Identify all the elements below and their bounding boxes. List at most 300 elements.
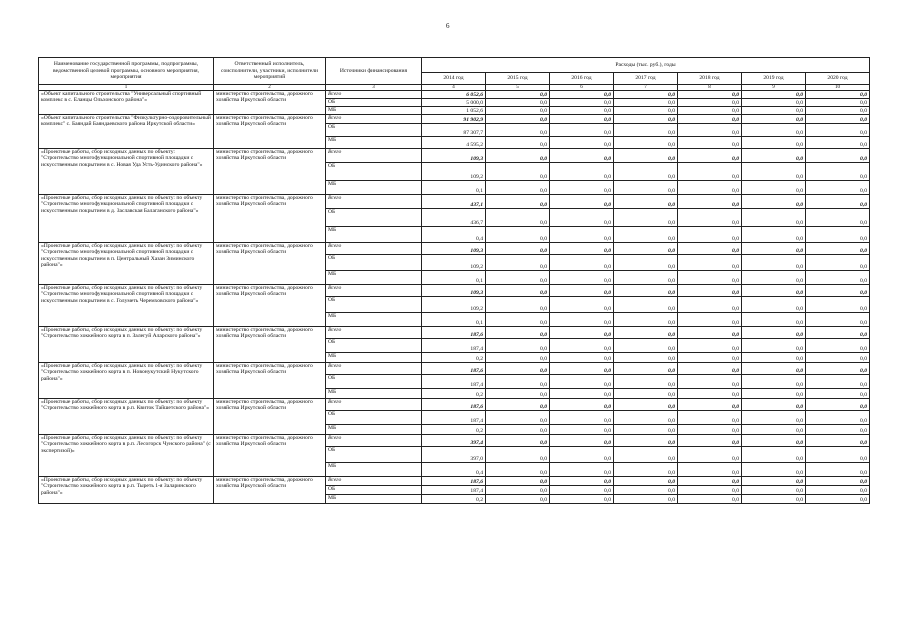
expense-value-cell: 0,0 (742, 107, 806, 115)
expense-value-cell: 0,0 (806, 107, 870, 115)
expense-value-cell: 187,4 (422, 375, 486, 389)
expense-value-cell: 0,0 (806, 313, 870, 327)
table-row (39, 327, 870, 339)
funding-source-cell: ОБ (326, 124, 422, 137)
expense-value-cell: 0,0 (550, 163, 614, 181)
expense-value-cell: 0,0 (678, 227, 742, 243)
expense-value-cell: 1 052,6 (422, 107, 486, 115)
expense-value-cell: 0,4 (422, 463, 486, 477)
expense-value-cell: 0,0 (486, 486, 550, 495)
header-source: Источники финансирования (326, 58, 422, 85)
expense-value-cell: 0,0 (742, 399, 806, 411)
expense-value-cell: 0,0 (678, 411, 742, 425)
expense-value-cell: 0,0 (486, 195, 550, 209)
expense-value-cell: 0,0 (550, 375, 614, 389)
funding-source-cell: Всего (326, 149, 422, 163)
expense-value-cell: 109,2 (422, 255, 486, 271)
table-row (39, 149, 870, 163)
expense-value-cell: 187,6 (422, 477, 486, 486)
expense-value-cell: 0,0 (806, 209, 870, 227)
table-row (39, 243, 870, 255)
funding-source-cell: ОБ (326, 209, 422, 227)
expense-value-cell: 0,0 (742, 124, 806, 137)
expense-value-cell: 0,0 (486, 163, 550, 181)
expense-value-cell: 0,0 (486, 243, 550, 255)
expense-value-cell: 0,0 (550, 297, 614, 313)
header-year: 2015 год (486, 73, 550, 85)
table-row (39, 363, 870, 375)
executor-cell: министерство строительства, дорожного хозяйства Иркутской области (214, 243, 326, 285)
expense-value-cell: 0,0 (486, 313, 550, 327)
expense-value-cell: 0,0 (806, 124, 870, 137)
expense-value-cell: 0,0 (806, 339, 870, 353)
funding-source-cell: МБ (326, 353, 422, 363)
expense-value-cell: 0,0 (806, 255, 870, 271)
expense-value-cell: 0,0 (742, 425, 806, 435)
expense-value-cell: 0,0 (550, 353, 614, 363)
expense-value-cell: 0,0 (550, 271, 614, 285)
expense-value-cell: 0,0 (550, 339, 614, 353)
expense-value-cell: 0,0 (806, 115, 870, 124)
funding-source-cell: МБ (326, 425, 422, 435)
expense-value-cell: 0,0 (742, 411, 806, 425)
funding-source-cell: ОБ (326, 411, 422, 425)
funding-source-cell: Всего (326, 399, 422, 411)
funding-source-cell: ОБ (326, 163, 422, 181)
program-name-cell: «Проектные работы, сбор исходных данных по объекту: по объекту "Строительство многофункциональной спортивной площадки с искусственным покрытием в п. Центральный Хазан Зиминского района"» (39, 243, 214, 285)
expense-value-cell: 0,0 (742, 137, 806, 149)
table-row (39, 91, 870, 99)
expense-value-cell: 187,4 (422, 411, 486, 425)
expense-value-cell: 0,0 (550, 486, 614, 495)
expense-value-cell: 0,0 (614, 181, 678, 195)
expense-value-cell: 0,0 (614, 447, 678, 463)
expense-value-cell: 0,0 (742, 389, 806, 399)
expense-value-cell: 0,0 (614, 313, 678, 327)
expense-value-cell: 0,0 (614, 411, 678, 425)
expense-value-cell: 0,0 (486, 327, 550, 339)
table-row (39, 399, 870, 411)
funding-source-cell: МБ (326, 137, 422, 149)
expense-value-cell: 0,0 (550, 209, 614, 227)
table-row (39, 195, 870, 209)
header-year: 2020 год (806, 73, 870, 85)
expense-value-cell: 0,0 (806, 495, 870, 504)
column-number: 6 (550, 85, 614, 91)
column-number: 9 (742, 85, 806, 91)
expense-value-cell: 0,0 (550, 477, 614, 486)
expense-value-cell: 0,0 (678, 486, 742, 495)
expense-value-cell: 0,0 (806, 181, 870, 195)
funding-source-cell: ОБ (326, 447, 422, 463)
expense-value-cell: 0,0 (614, 425, 678, 435)
expense-value-cell: 0,0 (742, 285, 806, 297)
expense-value-cell: 0,0 (486, 149, 550, 163)
program-name-cell: «Проектные работы, сбор исходных данных по объекту: по объекту "Строительство хоккейного корта в р.п. Квиток Тайшетского района"» (39, 399, 214, 435)
executor-cell: министерство строительства, дорожного хозяйства Иркутской области (214, 327, 326, 363)
expense-value-cell: 0,0 (742, 99, 806, 107)
expense-value-cell: 437,1 (422, 195, 486, 209)
expense-value-cell: 0,0 (678, 163, 742, 181)
funding-source-cell: ОБ (326, 339, 422, 353)
funding-source-cell: Всего (326, 435, 422, 447)
expense-value-cell: 0,0 (614, 99, 678, 107)
expense-value-cell: 0,0 (614, 435, 678, 447)
expense-value-cell: 0,0 (806, 435, 870, 447)
expense-value-cell: 0,0 (806, 91, 870, 99)
expense-value-cell: 109,2 (422, 297, 486, 313)
expense-value-cell: 0,0 (486, 375, 550, 389)
header-year: 2018 год (678, 73, 742, 85)
expense-value-cell: 0,0 (742, 447, 806, 463)
expense-value-cell: 0,0 (486, 495, 550, 504)
expense-value-cell: 0,0 (550, 137, 614, 149)
expense-value-cell: 0,0 (550, 495, 614, 504)
expense-value-cell: 0,0 (550, 363, 614, 375)
program-name-cell: «Проектные работы, сбор исходных данных по объекту: по объекту "Строительство хоккейного корта в п. Залегуй Аларского района"» (39, 327, 214, 363)
expense-value-cell: 109,2 (422, 163, 486, 181)
expense-value-cell: 0,1 (422, 313, 486, 327)
expense-value-cell: 436,7 (422, 209, 486, 227)
expense-value-cell: 5 000,0 (422, 99, 486, 107)
expense-value-cell: 0,0 (678, 435, 742, 447)
expense-value-cell: 0,0 (678, 477, 742, 486)
expense-value-cell: 0,0 (550, 149, 614, 163)
funding-source-cell: МБ (326, 181, 422, 195)
table-row (39, 477, 870, 486)
expense-value-cell: 0,0 (678, 495, 742, 504)
funding-source-cell: Всего (326, 243, 422, 255)
expense-value-cell: 0,0 (742, 313, 806, 327)
expense-value-cell: 0,0 (550, 195, 614, 209)
expense-value-cell: 0,0 (678, 99, 742, 107)
program-name-cell: «Проектные работы, сбор исходных данных по объекту: по объекту "Строительство многофункциональной спортивной площадки с искусственным покрытием в с. Голуметь Черемховского района"» (39, 285, 214, 327)
header-executor: Ответственный исполнитель, соисполнители, участники, исполнители мероприятий (214, 58, 326, 85)
program-name-cell: «Проектные работы, сбор исходных данных по объекту: по объекту "Строительство хоккейного корта в р.п. Тыреть 1-я Заларинского района"» (39, 477, 214, 504)
executor-cell: министерство строительства, дорожного хозяйства Иркутской области (214, 115, 326, 149)
expense-value-cell: 0,0 (614, 399, 678, 411)
expense-value-cell: 0,0 (806, 149, 870, 163)
funding-source-cell: Всего (326, 195, 422, 209)
expense-value-cell: 0,0 (742, 375, 806, 389)
expense-value-cell: 0,0 (486, 425, 550, 435)
expense-value-cell: 0,0 (614, 91, 678, 99)
expense-value-cell: 0,0 (678, 375, 742, 389)
column-number: 2 (214, 85, 326, 91)
expense-value-cell: 0,0 (614, 163, 678, 181)
expense-value-cell: 0,0 (678, 463, 742, 477)
expense-value-cell: 0,0 (806, 227, 870, 243)
funding-source-cell: ОБ (326, 255, 422, 271)
expense-value-cell: 0,0 (742, 255, 806, 271)
expense-value-cell: 0,0 (614, 297, 678, 313)
expense-value-cell: 0,0 (678, 115, 742, 124)
expense-value-cell: 0,0 (678, 243, 742, 255)
expense-value-cell: 0,0 (742, 486, 806, 495)
expense-value-cell: 0,0 (486, 255, 550, 271)
expense-value-cell: 0,0 (806, 195, 870, 209)
program-name-cell: «Проектные работы, сбор исходных данных по объекту: по объекту "Строительство хоккейного корта в р.п. Лесогорск Чунского района" (с экспертизой)» (39, 435, 214, 477)
table-row (39, 285, 870, 297)
expense-value-cell: 0,0 (742, 477, 806, 486)
expense-value-cell: 0,0 (806, 99, 870, 107)
expense-value-cell: 0,0 (550, 435, 614, 447)
program-name-cell: «Объект капитального строительства "Физкультурно-оздоровительный комплекс" с. Баяндай Баяндаевского района Иркутской области» (39, 115, 214, 149)
expense-value-cell: 0,0 (678, 327, 742, 339)
header-expenses: Расходы (тыс. руб.), годы (422, 58, 870, 73)
expense-value-cell: 0,0 (806, 243, 870, 255)
funding-source-cell: Всего (326, 115, 422, 124)
expense-value-cell: 0,0 (550, 181, 614, 195)
expense-value-cell: 0,0 (678, 353, 742, 363)
expense-value-cell: 0,0 (742, 339, 806, 353)
expense-value-cell: 0,0 (486, 107, 550, 115)
expense-value-cell: 91 902,9 (422, 115, 486, 124)
expense-value-cell: 0,0 (550, 243, 614, 255)
expense-value-cell: 0,0 (806, 399, 870, 411)
expense-value-cell: 0,0 (742, 297, 806, 313)
program-name-cell: «Проектные работы, сбор исходных данных по объекту: "Строительство многофункциональной спортивной площадки с искусственным покрытием в с. Новая Уда Усть-Удинского района"» (39, 149, 214, 195)
executor-cell: министерство строительства, дорожного хозяйства Иркутской области (214, 91, 326, 115)
expense-value-cell: 0,0 (678, 149, 742, 163)
expense-value-cell: 0,0 (806, 425, 870, 435)
expense-value-cell: 0,0 (614, 375, 678, 389)
expense-value-cell: 0,0 (678, 107, 742, 115)
expense-value-cell: 0,0 (614, 477, 678, 486)
expense-value-cell: 0,0 (550, 124, 614, 137)
expense-value-cell: 0,0 (486, 339, 550, 353)
funding-source-cell: ОБ (326, 375, 422, 389)
expense-value-cell: 0,1 (422, 181, 486, 195)
expense-value-cell: 0,0 (678, 425, 742, 435)
funding-source-cell: Всего (326, 91, 422, 99)
program-name-cell: «Проектные работы, сбор исходных данных по объекту: по объекту "Строительство хоккейного корта в п. Новонукутский Нукутского района"» (39, 363, 214, 399)
expense-value-cell: 0,0 (614, 124, 678, 137)
expense-value-cell: 187,6 (422, 363, 486, 375)
expense-value-cell: 0,0 (678, 255, 742, 271)
expense-value-cell: 0,0 (806, 389, 870, 399)
funding-source-cell: МБ (326, 227, 422, 243)
header-year: 2017 год (614, 73, 678, 85)
expense-value-cell: 0,0 (486, 477, 550, 486)
expense-value-cell: 0,0 (614, 271, 678, 285)
expense-value-cell: 0,0 (678, 297, 742, 313)
expense-value-cell: 0,0 (614, 255, 678, 271)
funding-source-cell: МБ (326, 495, 422, 504)
funding-source-cell: Всего (326, 327, 422, 339)
expense-value-cell: 0,0 (806, 163, 870, 181)
funding-source-cell: Всего (326, 363, 422, 375)
expense-value-cell: 0,0 (678, 271, 742, 285)
expense-value-cell: 0,0 (742, 149, 806, 163)
expense-value-cell: 0,0 (614, 115, 678, 124)
expense-value-cell: 187,4 (422, 486, 486, 495)
expense-value-cell: 0,2 (422, 495, 486, 504)
funding-source-cell: ОБ (326, 486, 422, 495)
expense-value-cell: 0,0 (742, 353, 806, 363)
expense-value-cell: 0,0 (486, 363, 550, 375)
expense-value-cell: 0,0 (742, 495, 806, 504)
expense-value-cell: 0,0 (742, 195, 806, 209)
funding-source-cell: Всего (326, 477, 422, 486)
expense-value-cell: 0,0 (550, 447, 614, 463)
expense-value-cell: 0,2 (422, 389, 486, 399)
expense-value-cell: 0,0 (678, 137, 742, 149)
expense-value-cell: 0,0 (678, 91, 742, 99)
executor-cell: министерство строительства, дорожного хозяйства Иркутской области (214, 285, 326, 327)
program-name-cell: «Проектные работы, сбор исходных данных по объекту: по объекту "Строительство многофункциональной спортивной площадки с искусственным покрытием в д. Заславская Балаганского района"» (39, 195, 214, 243)
funding-source-cell: Всего (326, 285, 422, 297)
expense-value-cell: 0,0 (678, 209, 742, 227)
expense-value-cell: 0,0 (486, 181, 550, 195)
expense-value-cell: 0,0 (486, 411, 550, 425)
expense-value-cell: 0,0 (742, 243, 806, 255)
header-year: 2019 год (742, 73, 806, 85)
expense-value-cell: 0,0 (678, 363, 742, 375)
expense-value-cell: 0,0 (486, 227, 550, 243)
expense-value-cell: 0,0 (806, 285, 870, 297)
program-name-cell: «Объект капитального строительства "Универсальный спортивный комплекс в с. Еланцы Ольхонского района"» (39, 91, 214, 115)
expense-value-cell: 0,0 (614, 495, 678, 504)
expense-value-cell: 0,0 (614, 137, 678, 149)
table-body (39, 91, 870, 504)
executor-cell: министерство строительства, дорожного хозяйства Иркутской области (214, 399, 326, 435)
expense-value-cell: 0,0 (806, 353, 870, 363)
executor-cell: министерство строительства, дорожного хозяйства Иркутской области (214, 195, 326, 243)
column-number: 10 (806, 85, 870, 91)
expense-value-cell: 0,0 (550, 91, 614, 99)
expense-value-cell: 0,0 (742, 115, 806, 124)
expense-value-cell: 0,0 (614, 285, 678, 297)
expense-value-cell: 0,0 (614, 227, 678, 243)
expense-value-cell: 0,1 (422, 271, 486, 285)
expense-value-cell: 0,0 (806, 463, 870, 477)
expenses-table (38, 57, 870, 504)
expense-value-cell: 0,0 (678, 399, 742, 411)
expense-value-cell: 0,0 (550, 99, 614, 107)
expense-value-cell: 0,0 (486, 389, 550, 399)
expense-value-cell: 0,0 (614, 195, 678, 209)
expense-value-cell: 0,0 (678, 389, 742, 399)
expense-value-cell: 0,0 (614, 327, 678, 339)
expense-value-cell: 109,3 (422, 149, 486, 163)
expense-value-cell: 0,0 (614, 209, 678, 227)
expense-value-cell: 0,0 (742, 327, 806, 339)
expense-value-cell: 0,0 (550, 327, 614, 339)
expense-value-cell: 0,0 (742, 271, 806, 285)
expense-value-cell: 0,0 (678, 339, 742, 353)
column-number: 7 (614, 85, 678, 91)
expense-value-cell: 0,0 (678, 124, 742, 137)
expense-value-cell: 0,0 (742, 363, 806, 375)
expense-value-cell: 0,0 (678, 181, 742, 195)
expense-value-cell: 397,0 (422, 447, 486, 463)
expense-value-cell: 0,0 (614, 243, 678, 255)
expense-value-cell: 0,0 (486, 297, 550, 313)
expense-value-cell: 187,6 (422, 327, 486, 339)
expense-value-cell: 0,0 (806, 411, 870, 425)
expense-value-cell: 0,0 (486, 91, 550, 99)
expense-value-cell: 0,0 (806, 363, 870, 375)
expense-value-cell: 0,0 (678, 447, 742, 463)
expense-value-cell: 0,0 (550, 425, 614, 435)
funding-source-cell: МБ (326, 313, 422, 327)
expense-value-cell: 0,0 (806, 137, 870, 149)
expense-value-cell: 0,0 (614, 463, 678, 477)
header-program: Наименование государственной программы, подпрограммы, ведомственной целевой программы, основного мероприятия, мероприятия (39, 58, 214, 85)
expense-value-cell: 0,0 (678, 313, 742, 327)
table-row (39, 435, 870, 447)
expense-value-cell: 0,0 (678, 285, 742, 297)
executor-cell: министерство строительства, дорожного хозяйства Иркутской области (214, 435, 326, 477)
expense-value-cell: 0,0 (614, 107, 678, 115)
funding-source-cell: ОБ (326, 297, 422, 313)
header-year: 2014 год (422, 73, 486, 85)
expense-value-cell: 0,0 (742, 163, 806, 181)
column-number: 1 (39, 85, 214, 91)
expense-value-cell: 0,0 (486, 137, 550, 149)
expense-value-cell: 109,3 (422, 285, 486, 297)
expense-value-cell: 0,0 (742, 435, 806, 447)
expense-value-cell: 0,0 (486, 447, 550, 463)
expense-value-cell: 0,4 (422, 227, 486, 243)
executor-cell: министерство строительства, дорожного хозяйства Иркутской области (214, 477, 326, 504)
expense-value-cell: 0,0 (550, 463, 614, 477)
table-row (39, 115, 870, 124)
expense-value-cell: 0,0 (486, 463, 550, 477)
expense-value-cell: 0,0 (550, 411, 614, 425)
column-number: 4 (422, 85, 486, 91)
expense-value-cell: 0,0 (486, 285, 550, 297)
expense-value-cell: 0,0 (614, 339, 678, 353)
expense-value-cell: 0,0 (486, 115, 550, 124)
expense-value-cell: 87 307,7 (422, 124, 486, 137)
expense-value-cell: 0,0 (550, 227, 614, 243)
expense-value-cell: 0,0 (806, 375, 870, 389)
executor-cell: министерство строительства, дорожного хозяйства Иркутской области (214, 149, 326, 195)
expense-value-cell: 187,6 (422, 399, 486, 411)
funding-source-cell: МБ (326, 271, 422, 285)
expense-value-cell: 0,0 (742, 181, 806, 195)
expense-value-cell: 0,0 (806, 271, 870, 285)
expense-value-cell: 0,0 (678, 195, 742, 209)
expense-value-cell: 187,4 (422, 339, 486, 353)
expense-value-cell: 0,0 (806, 486, 870, 495)
expense-value-cell: 6 052,6 (422, 91, 486, 99)
expense-value-cell: 0,0 (742, 209, 806, 227)
expense-value-cell: 0,0 (614, 149, 678, 163)
expense-value-cell: 0,0 (486, 99, 550, 107)
expense-value-cell: 0,2 (422, 353, 486, 363)
expense-value-cell: 0,0 (550, 115, 614, 124)
column-number: 3 (326, 85, 422, 91)
expense-value-cell: 0,0 (550, 399, 614, 411)
expense-value-cell: 0,0 (486, 399, 550, 411)
expense-value-cell: 0,2 (422, 425, 486, 435)
expense-value-cell: 0,0 (550, 107, 614, 115)
expense-value-cell: 0,0 (614, 389, 678, 399)
expense-value-cell: 0,0 (486, 209, 550, 227)
column-number: 8 (678, 85, 742, 91)
expense-value-cell: 0,0 (806, 297, 870, 313)
expense-value-cell: 0,0 (486, 124, 550, 137)
funding-source-cell: ОБ (326, 99, 422, 107)
expense-value-cell: 0,0 (806, 447, 870, 463)
expense-value-cell: 0,0 (486, 271, 550, 285)
expense-value-cell: 0,0 (742, 227, 806, 243)
expense-value-cell: 0,0 (742, 463, 806, 477)
header-year: 2016 год (550, 73, 614, 85)
